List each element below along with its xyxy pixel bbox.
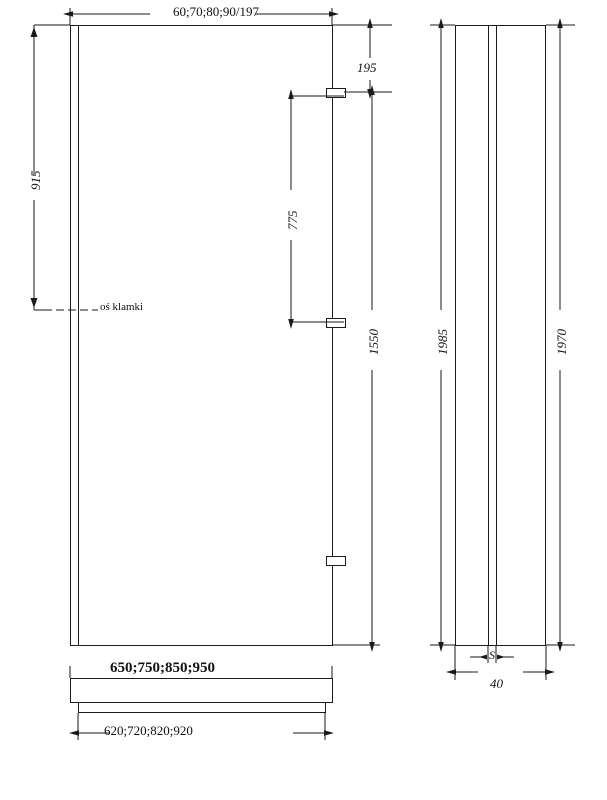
frame-view-inner-left-edge — [78, 702, 79, 713]
dim-left-height-label: 915 — [28, 170, 43, 190]
front-view-bottom-edge — [70, 645, 333, 646]
frame-view-inner-right-edge — [325, 702, 326, 713]
dim-thickness-value-label: 40 — [490, 676, 503, 691]
dim-upper-offset-label: 195 — [357, 60, 377, 75]
dim-side-height-right-label: 1970 — [554, 329, 569, 355]
dim-frame-outer-width-label: 650;750;850;950 — [110, 660, 215, 676]
hinge-lower — [326, 556, 346, 566]
dim-hinge-spacing-label: 775 — [285, 210, 300, 230]
dim-top-width-label: 60;70;80;90/197 — [173, 4, 259, 19]
side-view-right-edge — [545, 25, 546, 645]
front-view-inner-left-edge — [78, 25, 79, 645]
side-view-core-left — [488, 25, 489, 645]
frame-view-mid-edge — [70, 702, 333, 703]
hinge-upper — [326, 88, 346, 98]
side-view-core-right — [496, 25, 497, 645]
front-view-top-edge — [70, 25, 333, 26]
front-view-right-edge — [332, 25, 333, 645]
frame-view-bottom-edge — [78, 712, 326, 713]
frame-view-top-edge — [70, 678, 333, 679]
dim-side-height-left-label: 1985 — [435, 329, 450, 355]
dim-frame-inner-width-label: 620;720;820;920 — [104, 723, 193, 738]
side-view-left-edge — [455, 25, 456, 645]
side-view-top-edge — [455, 25, 546, 26]
hinge-middle — [326, 318, 346, 328]
side-view-bottom-edge — [455, 645, 546, 646]
handle-axis-label: oś klamki — [100, 301, 144, 313]
frame-view-left-edge — [70, 678, 71, 703]
dim-lower-hinge-label: 1550 — [366, 329, 381, 355]
dim-thickness-s-label: S — [489, 648, 495, 662]
front-view-left-edge — [70, 25, 71, 645]
frame-view-right-edge — [332, 678, 333, 703]
